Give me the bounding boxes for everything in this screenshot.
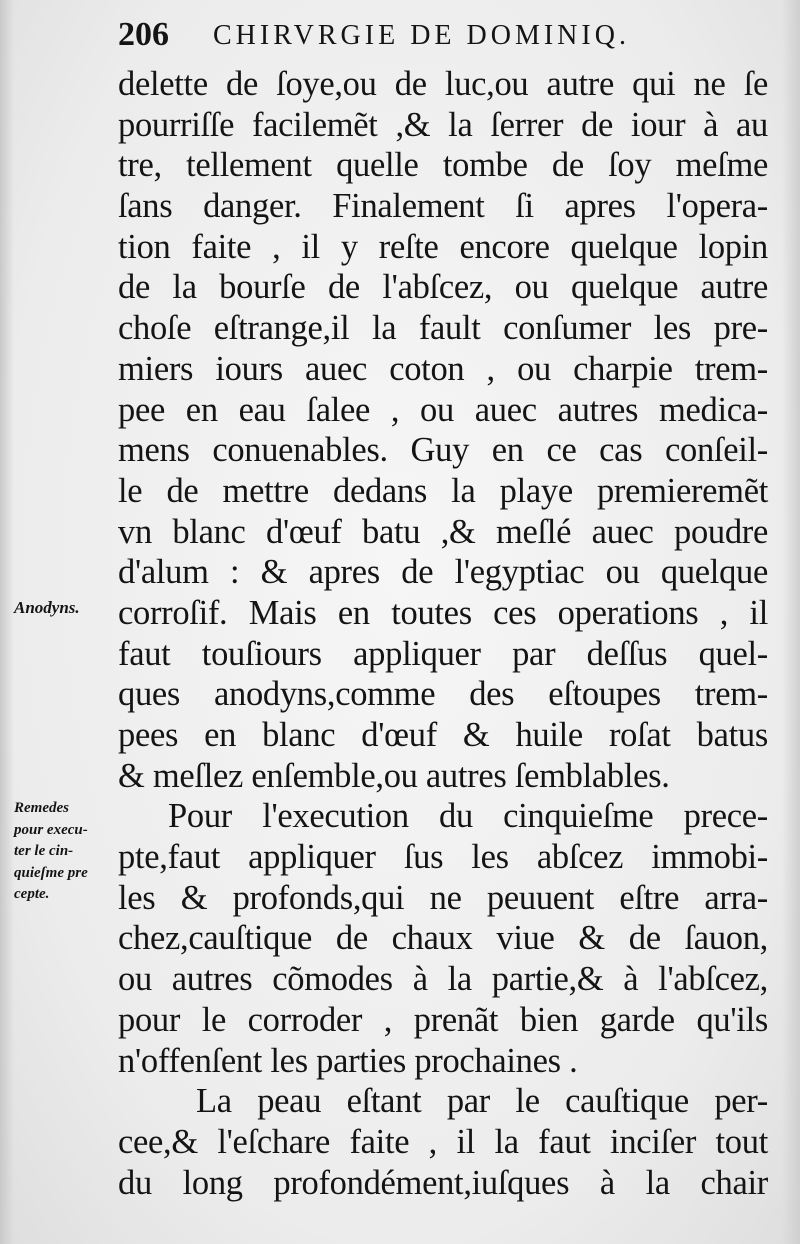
text-line: n'offenſent les parties prochaines . (118, 1041, 578, 1080)
text-line: corroſif. Mais en toutes ces operations , il (118, 593, 768, 632)
text-line: chez,cauſtique de chaux viue & de ſauon, (118, 919, 768, 958)
margin-note-remedes (14, 798, 88, 906)
text-line: cee,& l'eſchare faite , il la faut inciſer tout (118, 1122, 768, 1161)
page-edge-shadow (782, 0, 800, 1244)
text-line: pees en blanc d'œuf & huile roſat batus (118, 716, 768, 754)
margin-note-line: ter le cin- (14, 843, 74, 859)
running-header (118, 14, 778, 58)
margin-note-line: quieſme pre (14, 864, 88, 881)
text-line: tre, tellement quelle tombe de ſoy meſme (118, 146, 768, 185)
text-line: & meſlez enſemble,ou autres ſemblables. (118, 756, 670, 795)
margin-note-line: Remedes (14, 800, 69, 816)
text-line: pourriſſe facilemẽt ,& la ſerrer de iour à au (118, 105, 768, 144)
page-number: 206 (118, 16, 169, 53)
text-line: le de mettre dedans la playe premieremẽt (118, 471, 768, 510)
margin-note-anodyns: Anodyns. (14, 598, 80, 617)
text-line: choſe eſtrange,il la fault conſumer les pre- (118, 309, 768, 348)
text-line: du long profondément,iuſques à la chair (118, 1163, 768, 1202)
text-line: vn blanc d'œuf batu ,& meſlé auec poudre (118, 512, 768, 551)
text-line: ou autres cõmodes à la partie,& à l'abſcez, (118, 960, 768, 999)
text-line: La peau eſtant par le cauſtique per- (196, 1082, 768, 1121)
margin-note-line: cepte. (14, 886, 50, 902)
margin-note-line: pour execu- (14, 821, 88, 838)
text-line: pee en eau ſalee , ou auec autres medica- (118, 390, 768, 429)
text-line: pour le corroder , prenãt bien garde qu'ils (118, 1000, 768, 1039)
text-line: ques anodyns,comme des eſtoupes trem- (118, 675, 768, 714)
text-line: miers iours auec coton , ou charpie trem- (118, 349, 768, 388)
text-line: faut touſiours appliquer par deſſus quel- (118, 634, 768, 673)
text-line: d'alum : & apres de l'egyptiac ou quelque (118, 553, 768, 592)
text-line: de la bourſe de l'abſcez, ou quelque autre (118, 268, 768, 307)
text-line: Pour l'execution du cinquieſme prece- (168, 797, 768, 836)
gutter-shadow (0, 0, 14, 1244)
text-line: les & profonds,qui ne peuuent eſtre arra- (118, 878, 768, 917)
text-line: mens conuenables. Guy en ce cas conſeil- (118, 431, 768, 470)
text-line: ſans danger. Finalement ſi apres l'opera- (118, 187, 768, 226)
body-text (118, 64, 768, 1203)
running-title: CHIRVRGIE DE DOMINIQ. (213, 20, 630, 51)
text-line: pte,faut appliquer ſus les abſcez immobi- (118, 838, 768, 877)
text-line: tion faite , il y reſte encore quelque lopin (118, 227, 768, 266)
text-line: delette de ſoye,ou de luc,ou autre qui ne ſe (118, 65, 768, 103)
